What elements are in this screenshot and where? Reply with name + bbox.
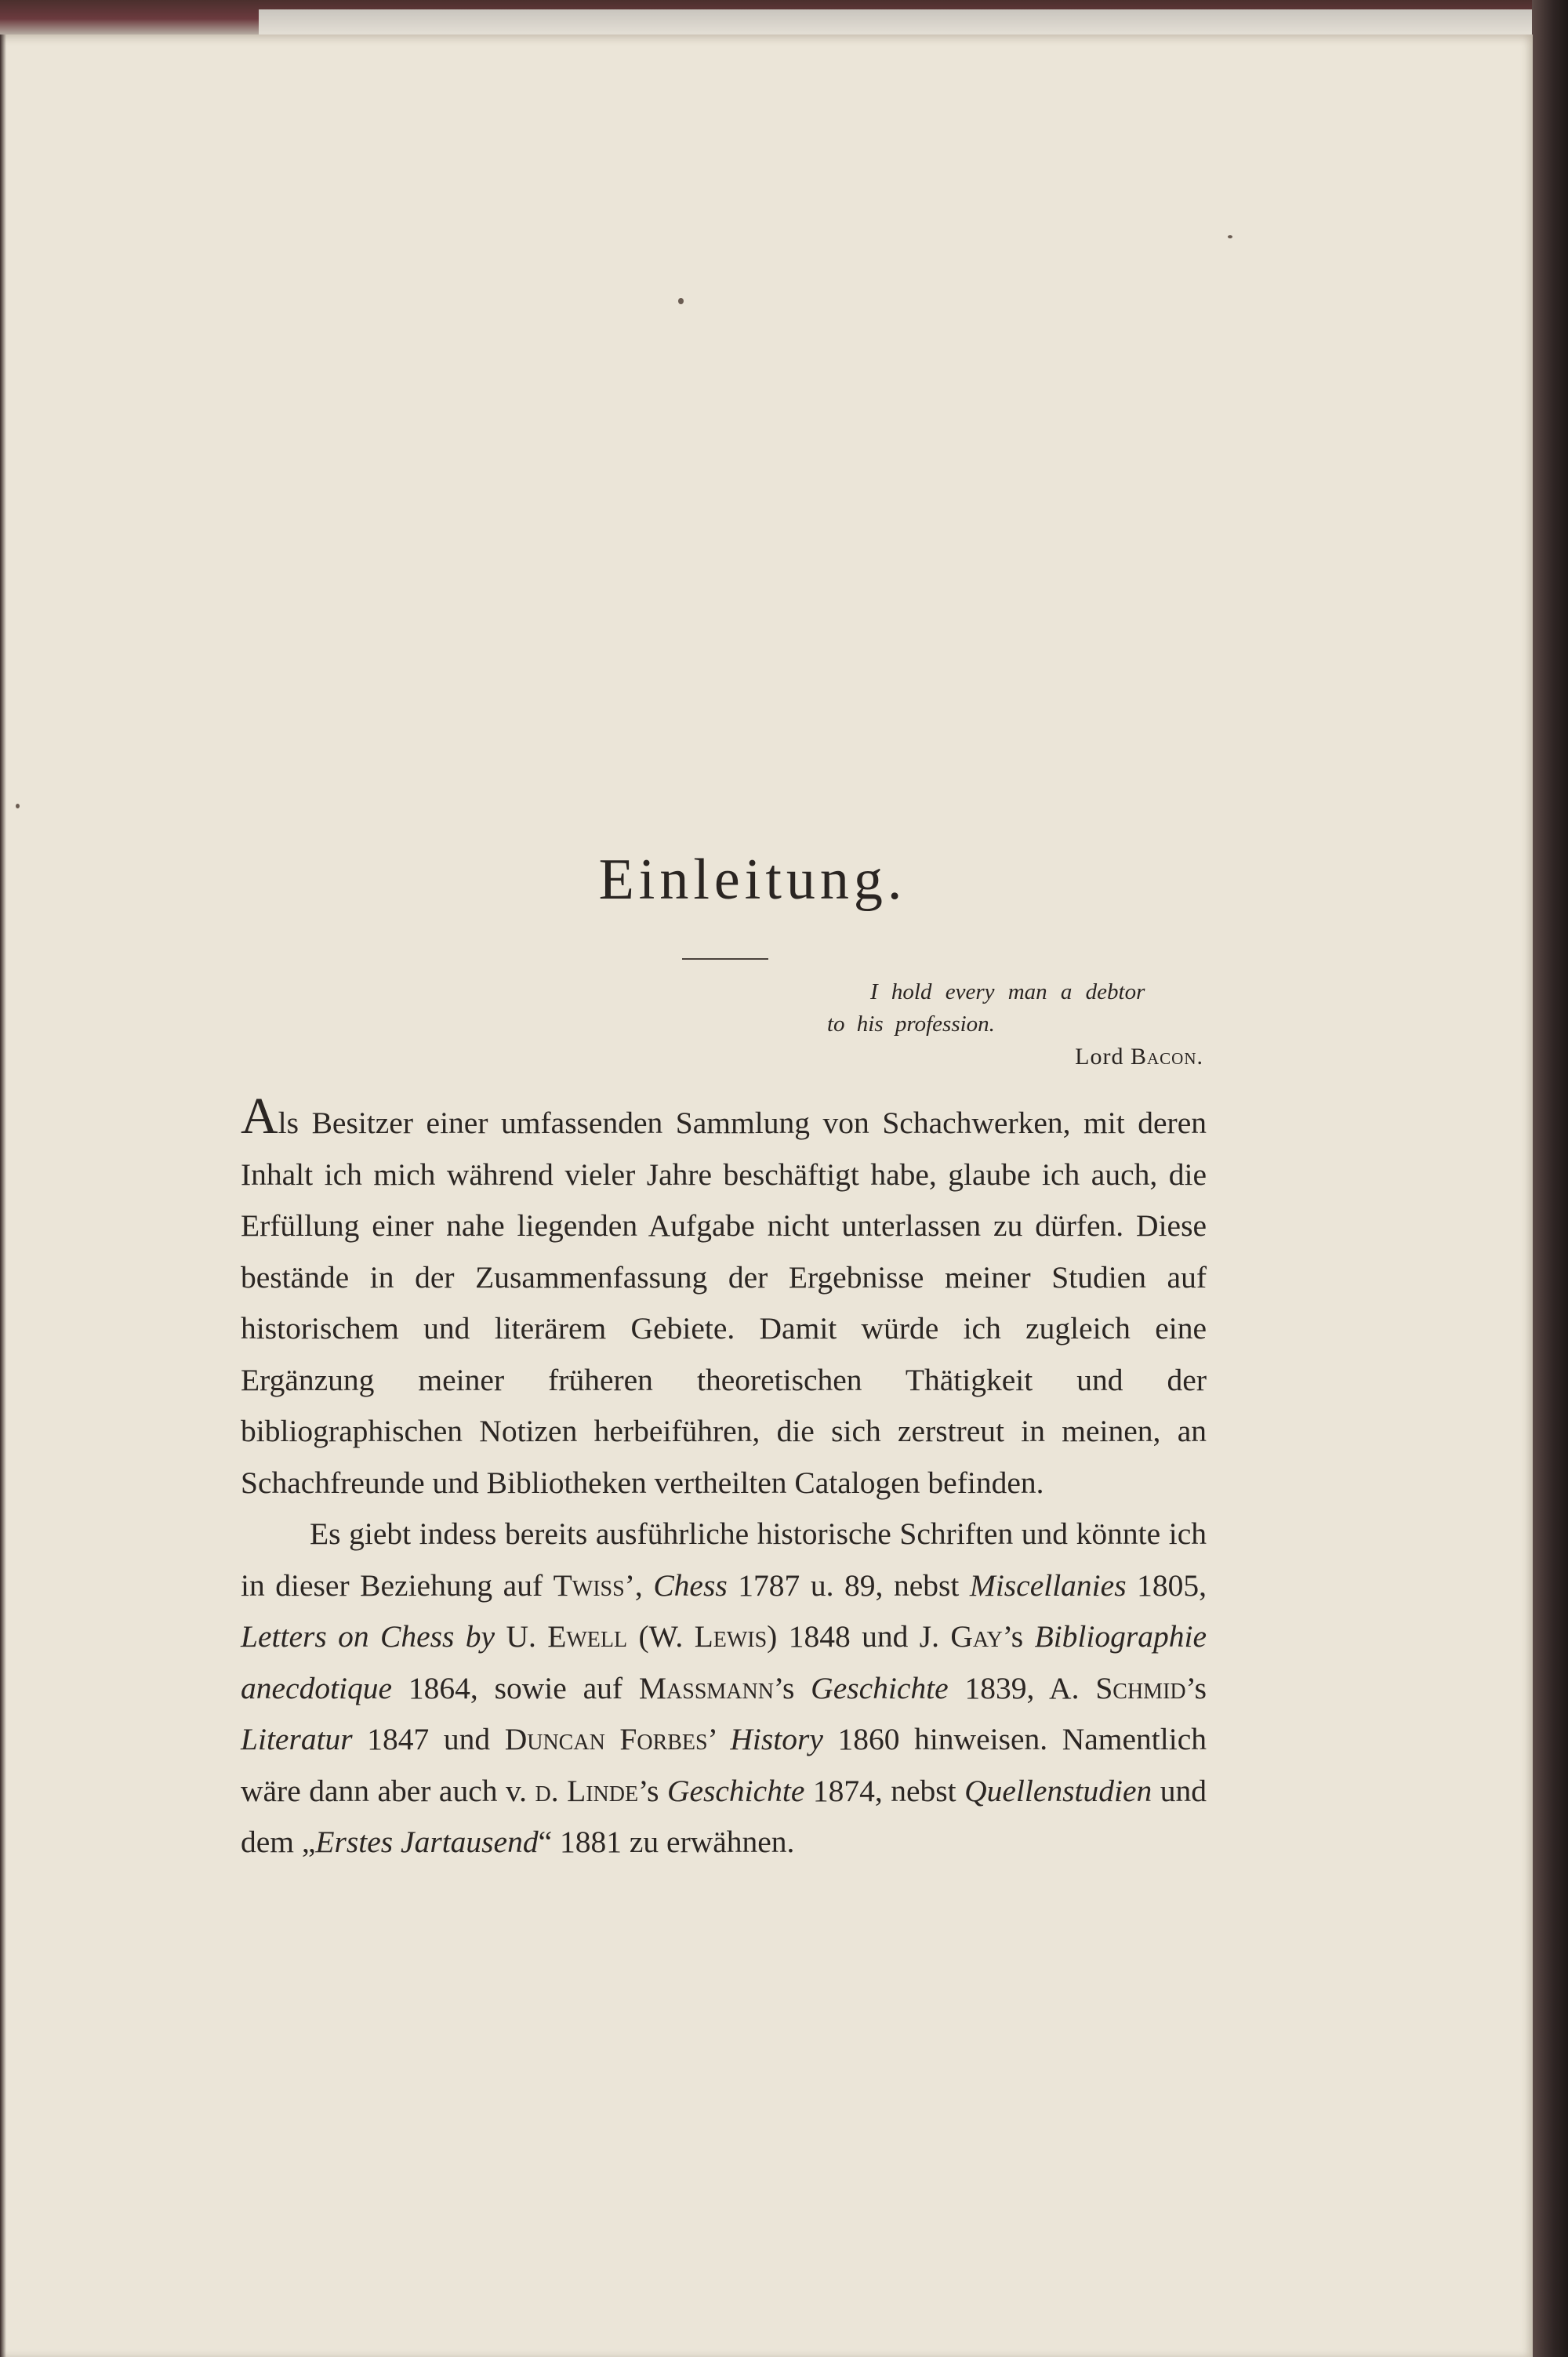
- author-name: Gay: [950, 1619, 1003, 1654]
- book-title: Miscellanies: [969, 1567, 1127, 1603]
- book-title: Erstes Jartausend: [315, 1825, 539, 1859]
- drop-cap: A: [241, 1088, 278, 1145]
- book-right-edge: [1532, 0, 1568, 2357]
- text-run: 1839, A.: [948, 1670, 1096, 1705]
- text-run: 1787 u. 89, nebst: [727, 1567, 970, 1603]
- epigraph-line-2: to his profession.: [827, 1011, 995, 1037]
- text-run: .: [550, 1773, 568, 1808]
- paragraph-1: [241, 1088, 1207, 1509]
- text-run: ’s: [773, 1670, 811, 1705]
- page-top-strip: [259, 9, 1544, 38]
- author-name: Massmann: [638, 1670, 774, 1705]
- text-run: “ 1881 zu erwähnen.: [538, 1825, 795, 1859]
- book-title: Bibliographie anecdotique: [241, 1619, 1207, 1705]
- author-name: Schmid: [1095, 1670, 1186, 1705]
- attribution-name: Bacon.: [1130, 1044, 1203, 1070]
- book-title: History: [730, 1722, 823, 1756]
- book-title: Letters on Chess by: [241, 1619, 495, 1654]
- text-run: 1847 und: [352, 1722, 505, 1756]
- author-name: Ewell: [547, 1619, 628, 1654]
- author-name: Lewis: [694, 1619, 768, 1654]
- author-name: Duncan Forbes: [504, 1722, 708, 1756]
- title-divider: [682, 958, 768, 960]
- text-run: (W.: [627, 1619, 695, 1654]
- text-run: U.: [495, 1619, 548, 1654]
- text-run: ’: [707, 1722, 731, 1756]
- book-title: Geschichte: [666, 1773, 805, 1808]
- text-run: 1805,: [1126, 1567, 1207, 1603]
- text-run: und dem „: [241, 1773, 1207, 1859]
- author-name: Twiss: [553, 1567, 625, 1603]
- epigraph-line-1: I hold every man a debtor: [870, 979, 1145, 1004]
- text-run: 1860 hinweisen. Namentlich wäre dann aber auch v.: [241, 1722, 1207, 1808]
- paper-speck: [1228, 235, 1232, 238]
- text-run: ’s: [1002, 1619, 1035, 1654]
- text-run: 1874, nebst: [804, 1773, 965, 1808]
- paper-speck: [678, 298, 684, 304]
- book-title: Chess: [653, 1567, 728, 1603]
- text-run: Es giebt indess bereits ausführliche historische Schriften und könnte ich in dieser Beziehung auf: [241, 1516, 1207, 1603]
- paper-speck: [16, 804, 20, 808]
- author-name: Linde: [567, 1773, 639, 1808]
- text-run: ’s: [638, 1773, 667, 1808]
- text-run: ’,: [624, 1567, 654, 1603]
- book-title: Quellenstudien: [964, 1773, 1152, 1808]
- text-run: ) 1848 und J.: [767, 1619, 951, 1654]
- text-run: 1864, sowie auf: [392, 1670, 639, 1705]
- paragraph-2: [241, 1509, 1207, 1869]
- attribution-prefix: Lord: [1075, 1044, 1131, 1070]
- page-title: Einleitung.: [598, 847, 907, 912]
- book-title: Geschichte: [811, 1670, 949, 1705]
- book-title: Literatur: [241, 1722, 353, 1756]
- text-run: ’s: [1185, 1670, 1207, 1705]
- epigraph: [827, 976, 1235, 1073]
- author-name: d: [535, 1773, 551, 1808]
- paragraph-1-text: ls Besitzer einer umfassenden Sammlung von Schachwerken, mit deren Inhalt ich mich während vieler Jahre beschäftigt habe, glaube ich auch, die Erfüllung einer nahe liegenden Aufgabe nicht unterlassen zu dürfen. Diese bestände in der Zusammenfassung der Ergebnisse meiner Studien auf historischem und literärem Gebiete. Damit würde ich zugleich eine Ergänzung meiner früheren theoretischen Thätigkeit und der bibliographischen Notizen herbeiführen, die sich zerstreut in meinen, an Schachfreunde und Bibliotheken vertheilten Catalogen befinden.: [241, 1106, 1207, 1500]
- page-left-shadow: [0, 35, 6, 2357]
- epigraph-attribution: [827, 1040, 1235, 1073]
- body-text: [241, 1088, 1207, 1869]
